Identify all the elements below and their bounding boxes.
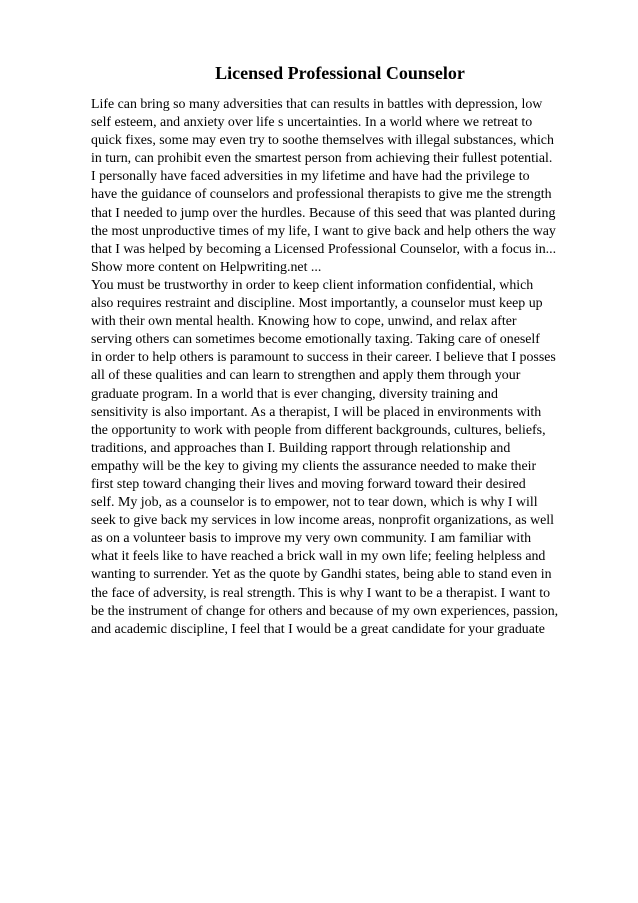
text-line: first step toward changing their lives and moving forward toward their desired [91, 476, 526, 492]
text-line: graduate program. In a world that is ever changing, diversity training and [91, 386, 498, 402]
text-line: empathy will be the key to giving my clients the assurance needed to make their [91, 458, 537, 474]
text-line: the most unproductive times of my life, I want to give back and help others the way [91, 223, 556, 239]
text-line: be the instrument of change for others and because of my own experiences, passion, [91, 603, 559, 619]
text-line: serving others can sometimes become emotionally taxing. Taking care of oneself [91, 332, 540, 348]
text-line: I personally have faced adversities in my lifetime and have had the privilege to [91, 169, 530, 185]
text-line: that I needed to jump over the hurdles. Because of this seed that was planted during [91, 205, 556, 221]
text-line: You must be trustworthy in order to keep client information confidential, which [91, 277, 534, 293]
text-line: with their own mental health. Knowing how to cope, unwind, and relax after [91, 314, 517, 330]
text-line: Life can bring so many adversities that can results in battles with depression, low [91, 97, 543, 112]
text-line: have the guidance of counselors and professional therapists to give me the strength [91, 187, 552, 203]
show-more-link[interactable]: Show more content on Helpwriting.net ... [91, 259, 322, 275]
text-line: seek to give back my services in low income areas, nonprofit organizations, as well [91, 513, 555, 529]
text-line: in turn, can prohibit even the smartest person from achieving their fullest potential. [91, 151, 553, 167]
text-line: self. My job, as a counselor is to empower, not to tear down, which is why I will [91, 495, 538, 511]
text-line: the face of adversity, is real strength. This is why I want to be a therapist. I want to [91, 585, 551, 601]
text-line: as on a volunteer basis to improve my very own community. I am familiar with [91, 531, 532, 547]
text-line: wanting to surrender. Yet as the quote by Gandhi states, being able to stand even in [91, 567, 552, 583]
text-line: self esteem, and anxiety over life s uncertainties. In a world where we retreat to [91, 115, 533, 131]
text-line: the opportunity to work with people from different backgrounds, cultures, beliefs, [91, 422, 546, 438]
text-line: also requires restraint and discipline. Most importantly, a counselor must keep up [91, 296, 543, 312]
body-text [91, 96, 611, 639]
text-line: quick fixes, some may even try to soothe themselves with illegal substances, which [91, 133, 554, 149]
page-title: Licensed Professional Counselor [215, 63, 465, 83]
text-line: sensitivity is also important. As a therapist, I will be placed in environments with [91, 404, 542, 420]
text-line: and academic discipline, I feel that I would be a great candidate for your graduate [91, 621, 545, 637]
text-line: traditions, and approaches than I. Building rapport through relationship and [91, 440, 511, 456]
text-line: what it feels like to have reached a brick wall in my own life; feeling helpless and [91, 549, 546, 565]
text-line: in order to help others is paramount to success in their career. I believe that I posses [91, 350, 556, 366]
text-line: that I was helped by becoming a Licensed Professional Counselor, with a focus in... [91, 241, 557, 257]
text-line: all of these qualities and can learn to strengthen and apply them through your [91, 368, 521, 384]
